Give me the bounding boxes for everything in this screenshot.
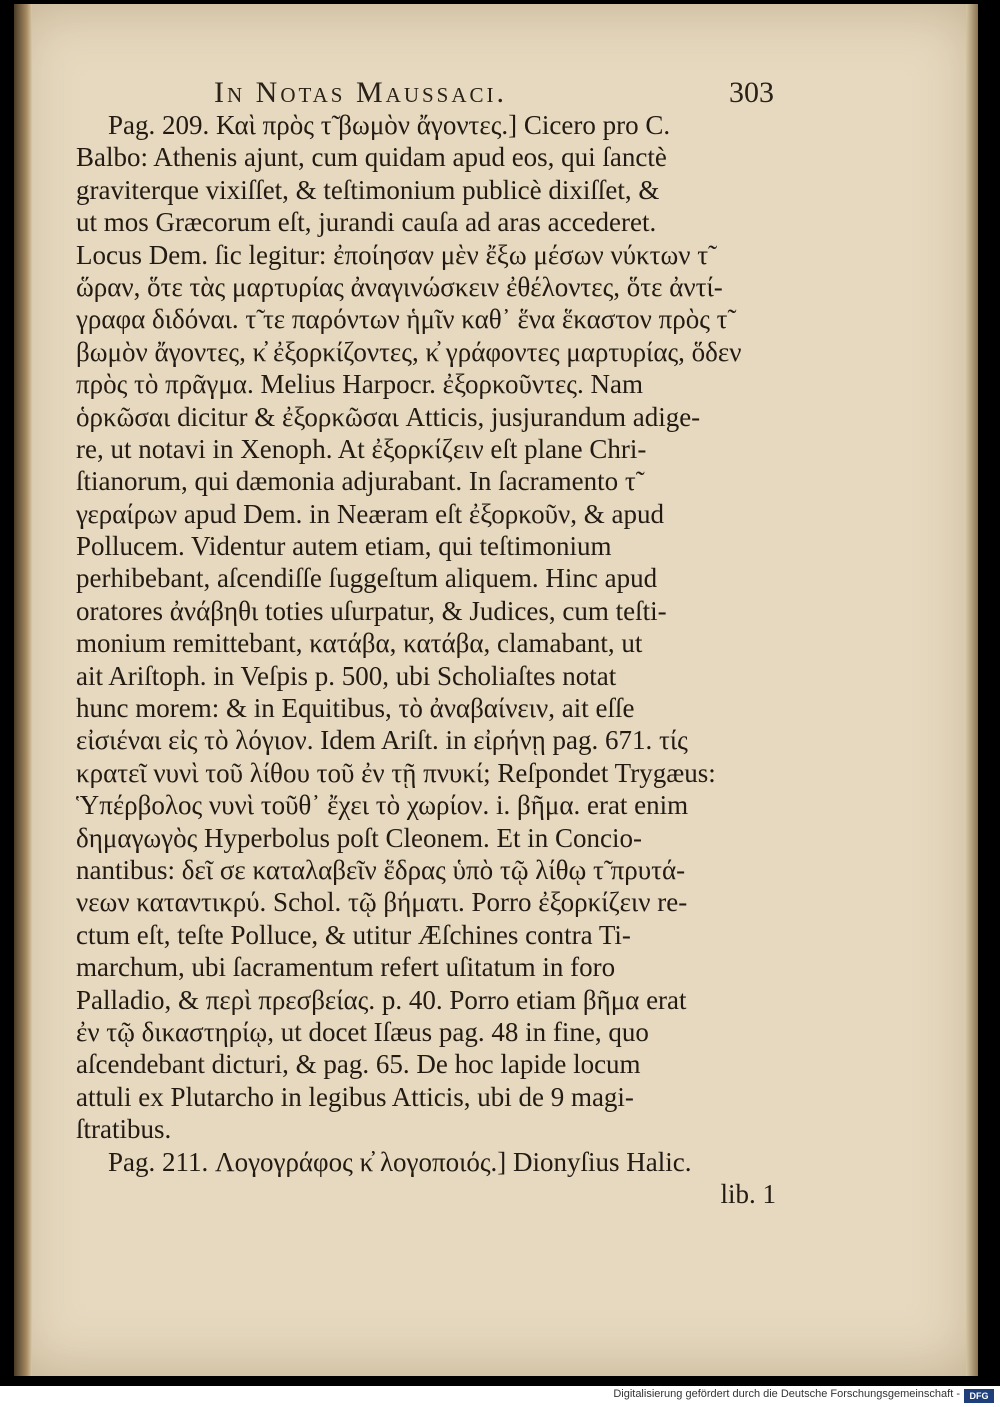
text-line: Pollucem. Videntur autem etiam, qui teſtimonium [76, 531, 612, 562]
page-spine-shadow [14, 4, 32, 1376]
page-edge [966, 4, 978, 1376]
book-page [14, 4, 978, 1376]
text-line: re, ut notavi in Xenoph. At ἐξορκίζειν eſt plane Chri- [76, 433, 647, 464]
footer-credit: Digitalisierung gefördert durch die Deutsche Forschungsgemeinschaft - [613, 1388, 960, 1400]
text-line: marchum, ubi ſacramentum refert uſitatum in foro [76, 952, 616, 983]
text-line: oratores ἀνάβηθι toties uſurpatur, & Judices, cum teſti- [76, 595, 667, 626]
text-line: ctum eſt, teſte Polluce, & utitur Æſchines contra Ti- [76, 919, 631, 950]
text-line: attuli ex Plutarcho in legibus Atticis, ubi de 9 magi- [76, 1081, 634, 1112]
text-line: nantibus: δεῖ σε καταλαβεῖν ἕδρας ὑπὸ τῷ λίθῳ τ̃ πρυτά- [76, 854, 686, 885]
text-line: νεων καταντικρύ. Schol. τῷ βήματι. Porro ἐξορκίζειν re- [76, 887, 688, 918]
text-line: monium remittebant, κατάβα, κατάβα, clamabant, ut [76, 628, 643, 659]
text-line: πρὸς τὸ πρᾶγμα. Melius Harpocr. ἐξορκοῦντες. Nam [76, 369, 643, 400]
body-text [76, 109, 776, 1210]
text-line: βωμὸν ἄγοντες, κ̓ ἐξορκίζοντες, κ̓ γράφοντες μαρτυρίας, ὅδεν [76, 336, 742, 367]
text-line: graviterque vixiſſet, & teſtimonium publicè dixiſſet, & [76, 174, 660, 205]
text-line: ut mos Græcorum eſt, jurandi cauſa ad aras accederet. [76, 207, 657, 238]
running-head: In Notas Maussaci. [214, 76, 508, 109]
text-line: Ὑπέρβολος νυνὶ τοῦθ᾽ ἔχει τὸ χωρίον. i. βῆμα. erat enim [76, 790, 689, 821]
text-line: Palladio, & περὶ πρεσβείας. p. 40. Porro etiam βῆμα erat [76, 984, 687, 1015]
text-line: γραφα διδόναι. τ̃ τε παρόντων ἡμῖν καθ᾽ ἕνα ἕκαστον πρὸς τ̃ [76, 304, 728, 335]
catchword: lib. 1 [720, 1178, 776, 1209]
text-line: δημαγωγὸς Hyperbolus poſt Cleonem. Et in Concio- [76, 822, 642, 853]
text-line: ὥραν, ὅτε τὰς μαρτυρίας ἀναγινώσκειν ἐθέλοντες, ὅτε ἀντί- [76, 271, 723, 302]
text-line: Pag. 209. Καὶ πρὸς τ̃ βωμὸν ἄγοντες.] Cicero pro C. [108, 110, 671, 140]
text-line: ſtianorum, qui dæmonia adjurabant. In ſacramento τ̃ [76, 466, 636, 497]
text-line: hunc morem: & in Equitibus, τὸ ἀναβαίνειν, ait eſſe [76, 693, 635, 724]
dfg-logo-icon: DFG [964, 1389, 994, 1403]
text-line: ſtratibus. [76, 1114, 172, 1145]
text-line: perhibebant, aſcendiſſe ſuggeſtum aliquem. Hinc apud [76, 563, 658, 594]
page-number: 303 [729, 76, 774, 109]
text-line: ὁρκῶσαι dicitur & ἐξορκῶσαι Atticis, jusjurandum adige- [76, 401, 701, 432]
text-line: εἰσιέναι εἰς τὸ λόγιον. Idem Ariſt. in εἰρήνῃ pag. 671. τίς [76, 725, 688, 756]
text-line: Pag. 211. Λογογράφος κ̓ λογοποιός.] Dionyſius Halic. [108, 1146, 692, 1177]
text-line: Locus Dem. ſic legitur: ἐποίησαν μὲν ἔξω μέσων νύκτων τ̃ [76, 239, 709, 270]
text-line: γεραίρων apud Dem. in Neæram eſt ἐξορκοῦν, & apud [76, 498, 664, 529]
text-line: aſcendebant dicturi, & pag. 65. De hoc lapide locum [76, 1049, 641, 1080]
text-line: ait Ariſtoph. in Veſpis p. 500, ubi Scholiaſtes notat [76, 660, 617, 691]
text-line: κρατεῖ νυνὶ τοῦ λίθου τοῦ ἐν τῇ πνυκί; Reſpondet Trygæus: [76, 757, 716, 788]
text-line: Balbo: Athenis ajunt, cum quidam apud eos, qui ſanctè [76, 142, 667, 173]
text-line: ἐν τῷ δικαστηρίῳ, ut docet Iſæus pag. 48 in fine, quo [76, 1016, 649, 1047]
digitization-footer [0, 1386, 1000, 1407]
